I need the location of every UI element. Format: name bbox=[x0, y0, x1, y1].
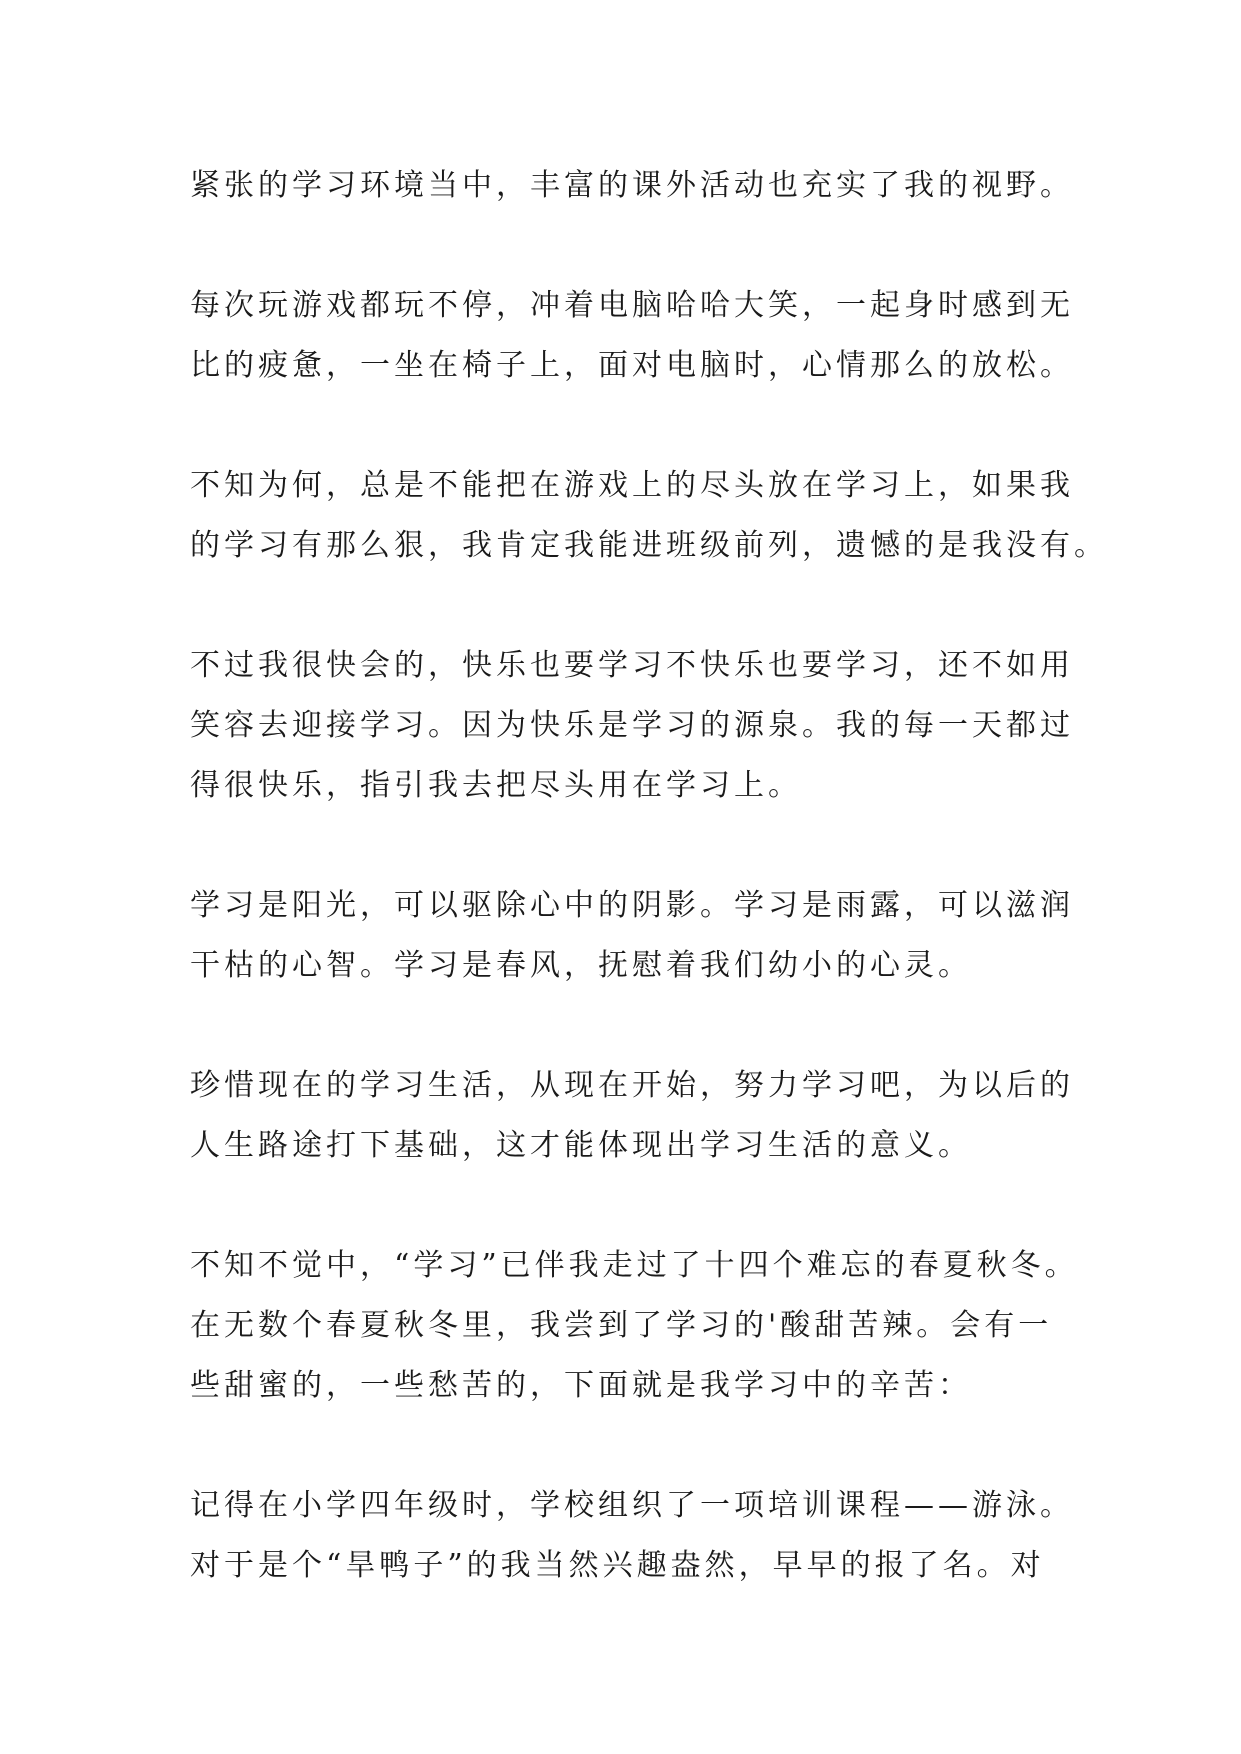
text-line: 记得在小学四年级时，学校组织了一项培训课程——游泳。 bbox=[190, 1488, 1074, 1523]
paragraph-2 bbox=[190, 276, 1090, 396]
paragraph-5 bbox=[190, 876, 1090, 996]
text-line: 笑容去迎接学习。因为快乐是学习的源泉。我的每一天都过 bbox=[190, 708, 1074, 743]
paragraph-3 bbox=[190, 456, 1108, 576]
document-body bbox=[190, 156, 1108, 1656]
text-line: 珍惜现在的学习生活，从现在开始，努力学习吧，为以后的 bbox=[190, 1068, 1074, 1103]
paragraph-1 bbox=[190, 156, 1090, 216]
text-line: 比的疲惫，一坐在椅子上，面对电脑时，心情那么的放松。 bbox=[190, 348, 1074, 383]
text-line: 对于是个“旱鸭子”的我当然兴趣盎然，早早的报了名。对 bbox=[190, 1548, 1045, 1583]
text-line: 的学习有那么狠，我肯定我能进班级前列，遗憾的是我没有。 bbox=[190, 528, 1108, 563]
text-line: 些甜蜜的，一些愁苦的，下面就是我学习中的辛苦： bbox=[190, 1368, 972, 1403]
text-line: 每次玩游戏都玩不停，冲着电脑哈哈大笑，一起身时感到无 bbox=[190, 288, 1074, 323]
text-line: 干枯的心智。学习是春风，抚慰着我们幼小的心灵。 bbox=[190, 948, 972, 983]
text-line: 学习是阳光，可以驱除心中的阴影。学习是雨露，可以滋润 bbox=[190, 888, 1074, 923]
text-line: 不过我很快会的，快乐也要学习不快乐也要学习，还不如用 bbox=[190, 648, 1074, 683]
text-line: 不知为何，总是不能把在游戏上的尽头放在学习上，如果我 bbox=[190, 468, 1074, 503]
text-line: 在无数个春夏秋冬里，我尝到了学习的'酸甜苦辣。会有一 bbox=[190, 1308, 1053, 1343]
paragraph-8 bbox=[190, 1476, 1090, 1596]
text-line: 得很快乐，指引我去把尽头用在学习上。 bbox=[190, 768, 802, 803]
text-line: 紧张的学习环境当中，丰富的课外活动也充实了我的视野。 bbox=[190, 168, 1074, 203]
paragraph-4 bbox=[190, 636, 1090, 816]
text-line: 人生路途打下基础，这才能体现出学习生活的意义。 bbox=[190, 1128, 972, 1163]
paragraph-7 bbox=[190, 1236, 1090, 1416]
text-line: 不知不觉中，“学习”已伴我走过了十四个难忘的春夏秋冬。 bbox=[190, 1248, 1079, 1283]
paragraph-6 bbox=[190, 1056, 1090, 1176]
